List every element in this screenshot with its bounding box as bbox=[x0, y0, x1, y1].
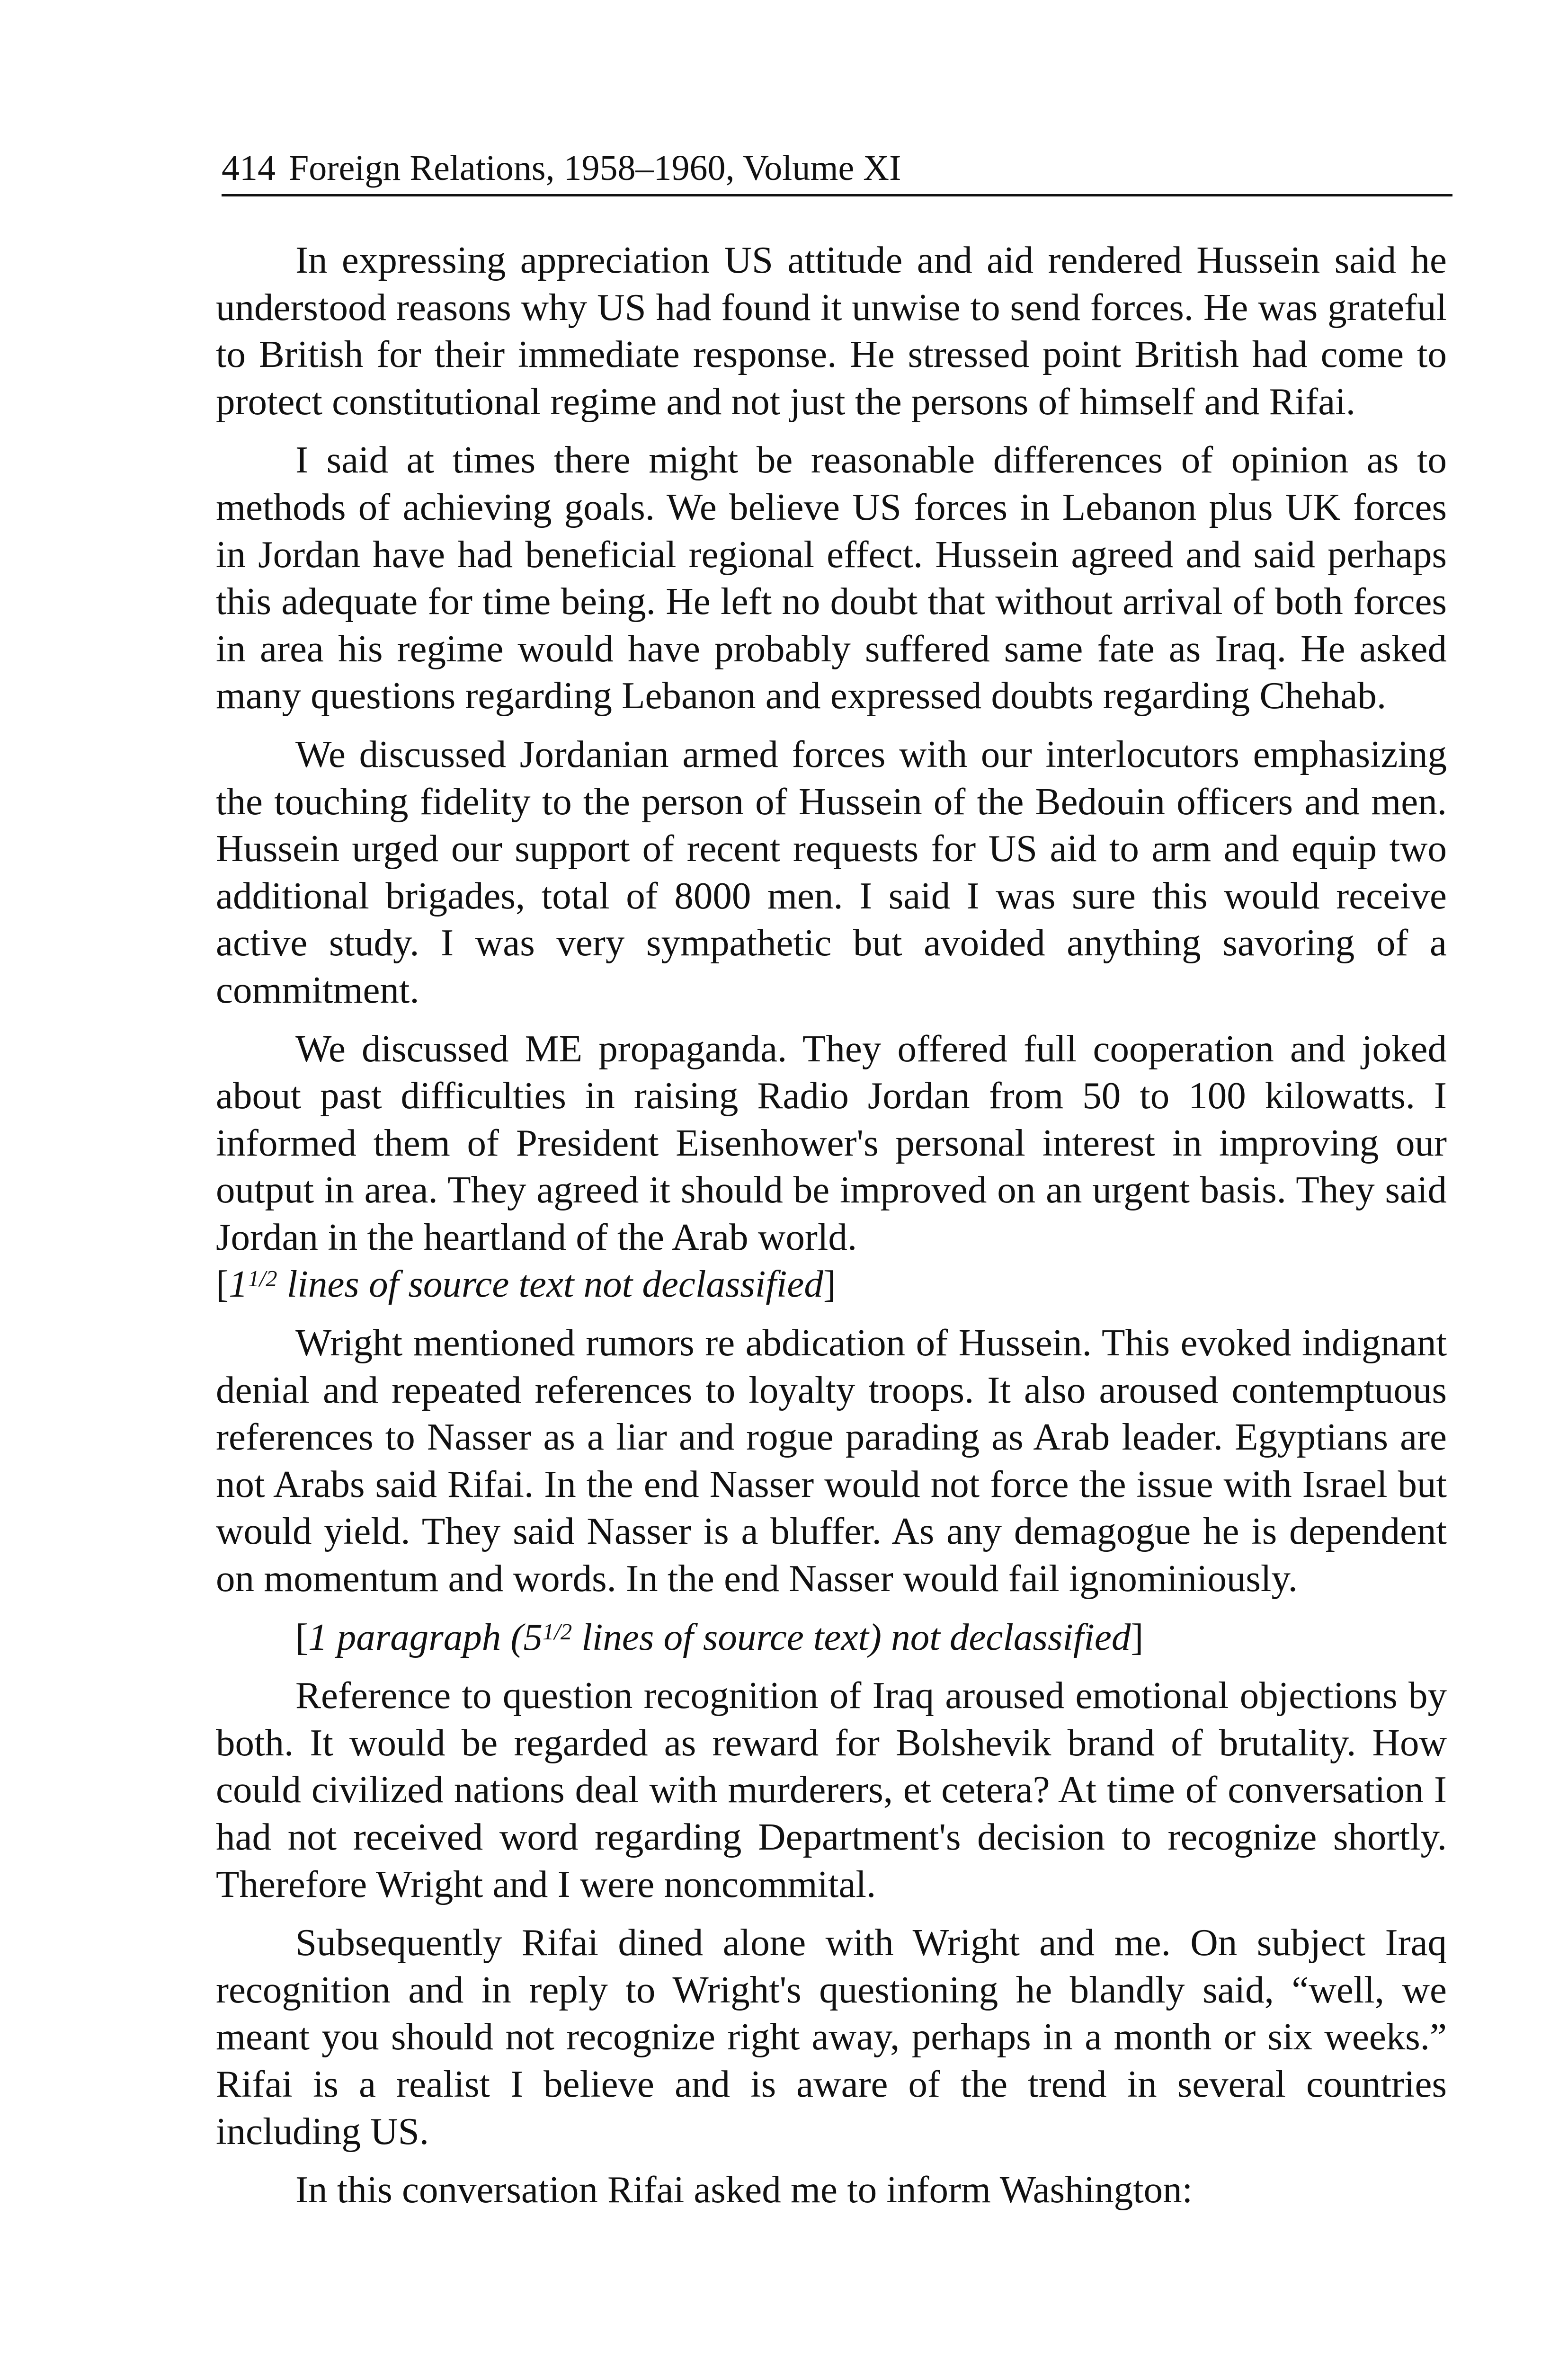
fraction: 1/2 bbox=[248, 1266, 277, 1292]
paragraph-text: We discussed ME propaganda. They offered full cooperation and joked about past difficulties in raising Radio Jordan from 50 to 100 kilowatts. I informed them of President Eisenhower's personal interest in improving our output in area. They agreed it should be improved on an urgent basis. They said Jordan in the heartland of the Arab world. bbox=[216, 1027, 1447, 1258]
fraction: 1/2 bbox=[543, 1619, 572, 1645]
paragraph-with-note bbox=[216, 1025, 1447, 1308]
running-title: Foreign Relations, 1958–1960, Volume XI bbox=[289, 148, 901, 188]
paragraph: Reference to question recognition of Iraq aroused emotional objections by both. It would be regarded as reward for Bolshevik brand of brutality. How could civilized nations deal with murderers, et cetera? At time of conversation I had not received word regarding Department's decision to recognize shortly. Therefore Wright and I were noncommital. bbox=[216, 1674, 1447, 1905]
paragraph: Subsequently Rifai dined alone with Wright and me. On subject Iraq recognition and in reply to Wright's questioning he blandly said, “well, we meant you should not recognize right away, perhaps in a month or six weeks.” Rifai is a realist I believe and is aware of the trend in several countries including US. bbox=[216, 1921, 1447, 2153]
paragraph: In this conversation Rifai asked me to inform Washington: bbox=[295, 2168, 1193, 2211]
editorial-note-paragraph: [1 paragraph ($5^{1/2}$ lines of source text) not declassified] bbox=[295, 1615, 1144, 1658]
paragraph: We discussed Jordanian armed forces with our interlocutors emphasizing the touching fidelity to the person of Hussein of the Bedouin officers and men. Hussein urged our support of recent requests for US aid to arm and equip two additional brigades, total of 8000 men. I said I was sure this would receive active study. I was very sympathetic but avoided anything savoring of a commitment. bbox=[216, 732, 1447, 1011]
body-text bbox=[216, 237, 1447, 2214]
paragraph: In expressing appreciation US attitude and aid rendered Hussein said he understood reasons why US had found it unwise to send forces. He was grateful to British for their immediate response. He stressed point British had come to protect constitutional regime and not just the persons of himself and Rifai. bbox=[216, 239, 1447, 423]
editorial-note: [$1^{1/2}$ lines of source text not declassified] bbox=[216, 1263, 836, 1306]
paragraph: Wright mentioned rumors re abdication of Hussein. This evoked indignant denial and repeated references to loyalty troops. It also aroused contemptuous references to Nasser as a liar and rogue parading as Arab leader. Egyptians are not Arabs said Rifai. In the end Nasser would not force the issue with Israel but would yield. They said Nasser is a bluffer. As any demagogue he is dependent on momentum and words. In the end Nasser would fail ignominiously. bbox=[216, 1321, 1447, 1600]
paragraph: I said at times there might be reasonable differences of opinion as to methods of achieving goals. We believe US forces in Lebanon plus UK forces in Jordan have had beneficial regional effect. Hussein agreed and said perhaps this adequate for time being. He left no doubt that without arrival of both forces in area his regime would have probably suffered same fate as Iraq. He asked many questions regarding Lebanon and expressed doubts regarding Chehab. bbox=[216, 438, 1447, 717]
page-number: 414 bbox=[222, 148, 276, 188]
running-header bbox=[222, 142, 1452, 196]
